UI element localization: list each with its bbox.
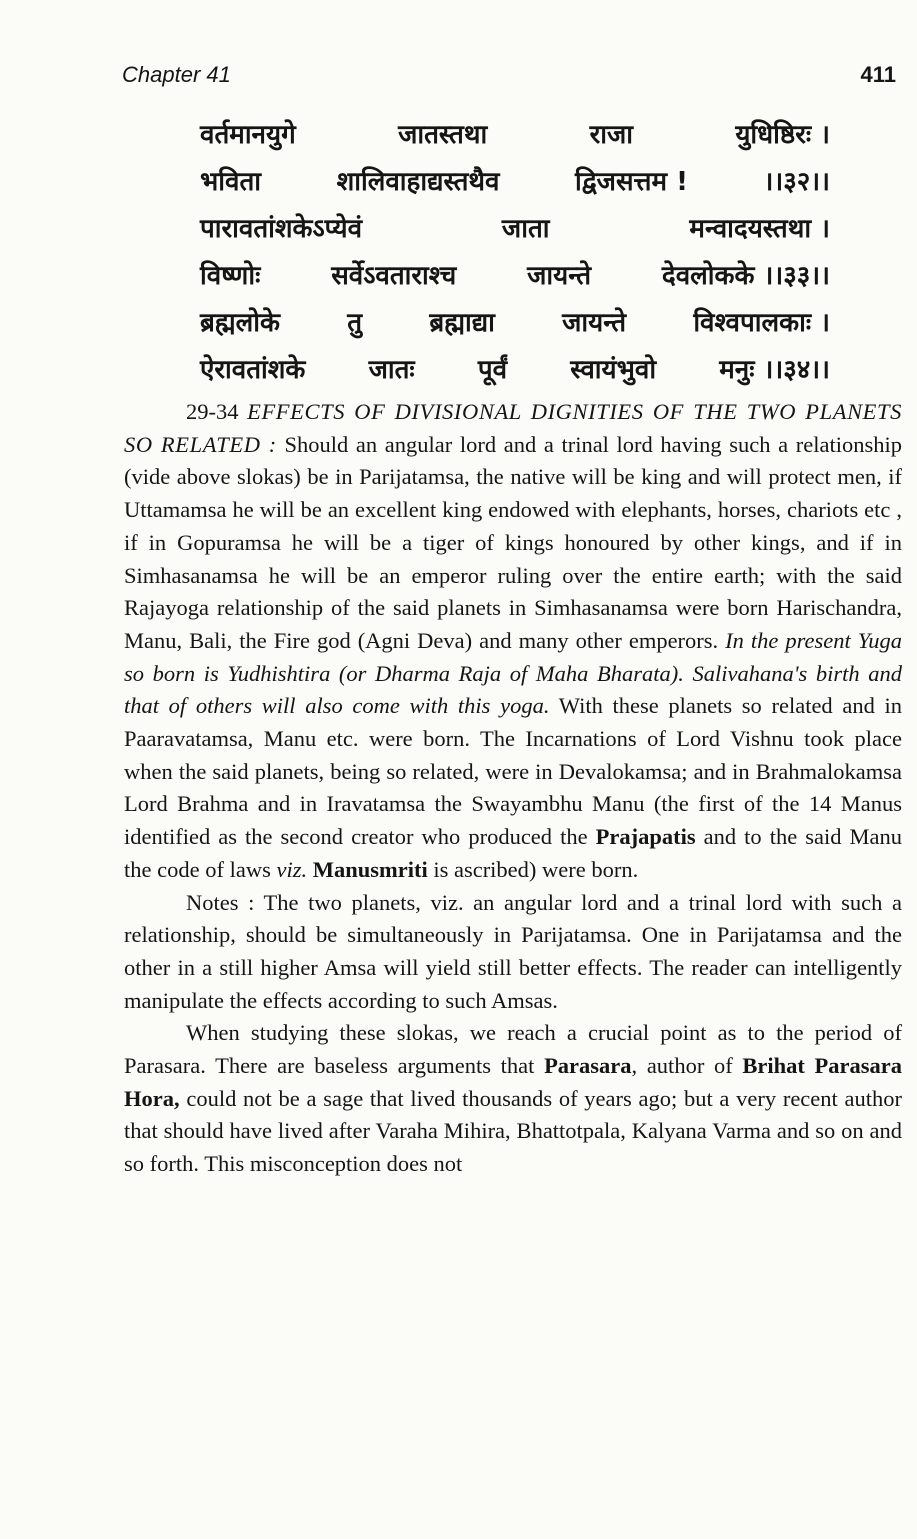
paragraph-text: With these planets so related and in Paaravatamsa, Manu etc. were born. The Incarnations of Lord Vishnu took place when the said planets, being so related, were in Devalokamsa; and in Brahmalokamsa Lord Brahma and in Iravatamsa the Swayambhu Manu (the first of the 14 Manus identified as the second creator who produced the xyxy=(124,693,903,850)
paragraph-period xyxy=(124,1017,902,1181)
verse-word: जायन्ते xyxy=(562,308,627,338)
bold-term: Prajapatis xyxy=(595,824,696,850)
verse-word: जातः xyxy=(368,355,415,385)
verse-word: जातस्तथा xyxy=(398,120,488,150)
paragraph-effects xyxy=(124,396,902,887)
bold-term: Manusmriti xyxy=(307,856,428,882)
italic-text: In the present Yuga so born is Yudhishtira (or Dharma Raja of Maha Bharata). Salivahana's birth and that of others will also come with this yoga. xyxy=(124,627,902,719)
paragraph-text: Should an angular lord and a trinal lord having such a relationship (vide above slokas) be in Parijatamsa, the native will be king and will protect men, if Uttamamsa he will be an excellent king endowed with elephants, horses, chariots etc , if in Gopuramsa he will be a tiger of kings honoured by other kings, and if in Simhasanamsa he will be an emperor ruling over the entire earth; with the said Rajayoga relationship of the said planets in Simhasanamsa were born Harischandra, Manu, Bali, the Fire god (Agni Deva) and many other emperors. xyxy=(124,431,903,653)
verse-word: राजा xyxy=(589,120,633,150)
verse-word: ब्रह्मलोके xyxy=(200,308,281,338)
verse-word: शालिवाहाद्यस्तथैव xyxy=(336,167,500,197)
paragraph-text: and to the said Manu the code of laws xyxy=(124,824,902,882)
verse-word: भविता xyxy=(200,167,262,197)
verse-line xyxy=(200,112,830,159)
verse-line xyxy=(200,206,830,253)
page-number: 411 xyxy=(860,62,896,87)
verse-word: जायन्ते xyxy=(527,261,592,291)
verse-word: मनुः ।।३४।। xyxy=(719,355,830,385)
verse-word: ऐरावतांशके xyxy=(200,355,306,385)
verse-word: जाता xyxy=(501,214,550,244)
page-header xyxy=(122,62,896,88)
sanskrit-verses xyxy=(200,112,830,394)
verse-word: पारावतांशकेऽप्येवं xyxy=(200,214,363,244)
bold-term: Brihat Parasara Hora, xyxy=(124,1053,902,1111)
verse-word: युधिष्ठिरः । xyxy=(735,120,830,150)
verse-word: वर्तमानयुगे xyxy=(200,120,296,150)
bold-term: Parasara xyxy=(544,1053,632,1079)
chapter-title: Chapter 41 xyxy=(122,62,231,87)
verse-line xyxy=(200,253,830,300)
italic-text: viz. xyxy=(276,856,308,882)
verse-line xyxy=(200,347,830,394)
paragraph-text: When studying these slokas, we reach a crucial point as to the period of Parasara. There are baseless arguments that xyxy=(124,1020,902,1079)
paragraph-text: is ascribed) were born. xyxy=(427,856,639,882)
verse-word: ब्रह्माद्या xyxy=(429,308,495,338)
verse-word: स्वायंभुवो xyxy=(570,355,657,385)
verse-line xyxy=(200,159,830,206)
verse-word: द्विजसत्तम ! xyxy=(574,167,688,197)
verse-word: सर्वेऽवताराश्च xyxy=(331,261,457,291)
verse-word: देवलोकके ।।३३।। xyxy=(661,261,830,291)
paragraph-text: , author of xyxy=(631,1053,743,1079)
verse-word: विश्वपालकाः । xyxy=(693,308,830,338)
verse-word: पूर्वं xyxy=(477,355,508,385)
paragraph-notes: Notes : The two planets, viz. an angular lord and a trinal lord with such a relationship, should be simultaneously in Parijatamsa. One in Parijatamsa and the other in a still higher Amsa will yield still better effects. The reader can intelligently manipulate the effects according to such Amsas. xyxy=(124,889,902,1013)
verse-word: मन्वादयस्तथा । xyxy=(689,214,830,244)
verse-word: विष्णोः xyxy=(200,261,261,291)
verse-word: तु xyxy=(347,308,363,338)
section-heading: EFFECTS OF DIVISIONAL DIGNITIES OF THE TWO PLANETS SO RELATED : xyxy=(124,399,902,457)
section-number: 29-34 xyxy=(186,399,248,424)
verse-word: ।।३२।। xyxy=(763,167,830,197)
verse-line xyxy=(200,300,830,347)
body-text xyxy=(124,396,902,1181)
paragraph-text: could not be a sage that lived thousands of years ago; but a very recent author that should have lived after Varaha Mihira, Bhattotpala, Kalyana Varma and so on and so forth. This misconception does not xyxy=(124,1085,902,1177)
